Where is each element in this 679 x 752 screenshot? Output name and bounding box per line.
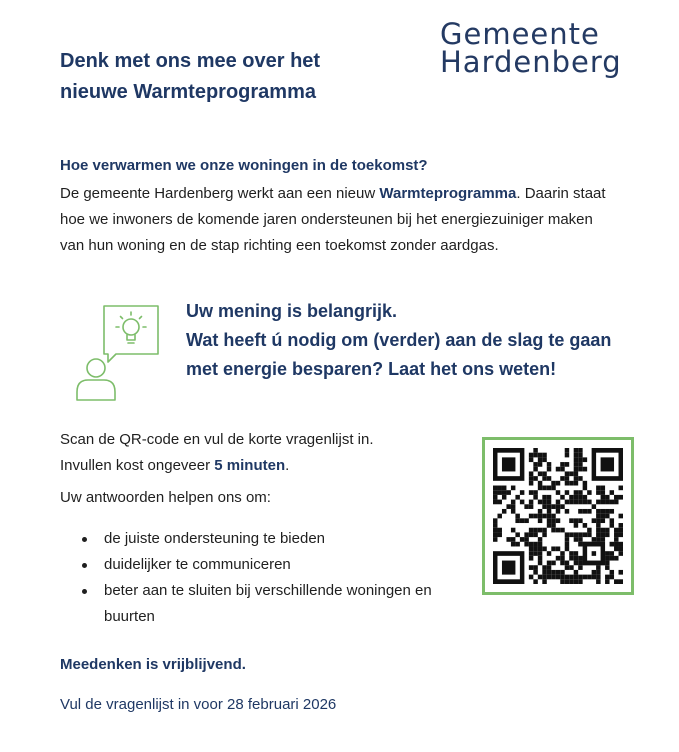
intro-text-after: . Daarin staat hoe we inwoners de komende jaren ondersteunen bij het energiezuiniger maken van hun woning en de stap richting een toekomst zonder aardgas.	[60, 185, 606, 254]
duration-prefix: Invullen kost ongeveer	[60, 457, 215, 474]
list-item: de juiste ondersteuning te bieden	[78, 526, 458, 552]
person-with-idea-icon	[74, 304, 170, 404]
list-item: duidelijker te communiceren	[78, 552, 458, 578]
lightbulb-icon	[74, 304, 170, 404]
program-name: Warmteprogramma	[379, 185, 517, 202]
callout	[186, 297, 626, 384]
intro-paragraph	[60, 181, 620, 259]
logo-line-1: Gemeente	[440, 17, 600, 51]
intro-text-before: De gemeente Hardenberg werkt aan een nieuw	[60, 185, 380, 202]
list-item: beter aan te sluiten bij verschillende woningen en buurten	[78, 578, 458, 630]
survey-instructions	[60, 427, 460, 479]
page-title: Denk met ons mee over het nieuwe Warmteprogramma	[60, 50, 321, 103]
duration-suffix: .	[285, 457, 290, 474]
helps-intro: Uw antwoorden helpen ons om:	[60, 489, 271, 506]
callout-line-1: Uw mening is belangrijk.	[186, 301, 398, 321]
benefits-list	[78, 526, 458, 630]
closing-text: Meedenken is vrijblijvend.	[60, 656, 246, 673]
logo-line-2: Hardenberg	[440, 45, 622, 79]
deadline-text: Vul de vragenlijst in voor 28 februari 2026	[60, 696, 337, 713]
qr-code[interactable]	[493, 448, 623, 584]
section-heading: Hoe verwarmen we onze woningen in de toekomst?	[60, 157, 428, 174]
duration-value: 5 minuten	[214, 457, 286, 474]
gemeente-hardenberg-logo	[440, 17, 640, 79]
callout-line-2: Wat heeft ú nodig om (verder) aan de slag te gaan met energie besparen? Laat het ons weten!	[186, 330, 612, 379]
qr-code-frame[interactable]	[482, 437, 634, 595]
scan-text: Scan de QR-code en vul de korte vragenlijst in.	[60, 431, 374, 448]
duration-text	[60, 453, 460, 479]
